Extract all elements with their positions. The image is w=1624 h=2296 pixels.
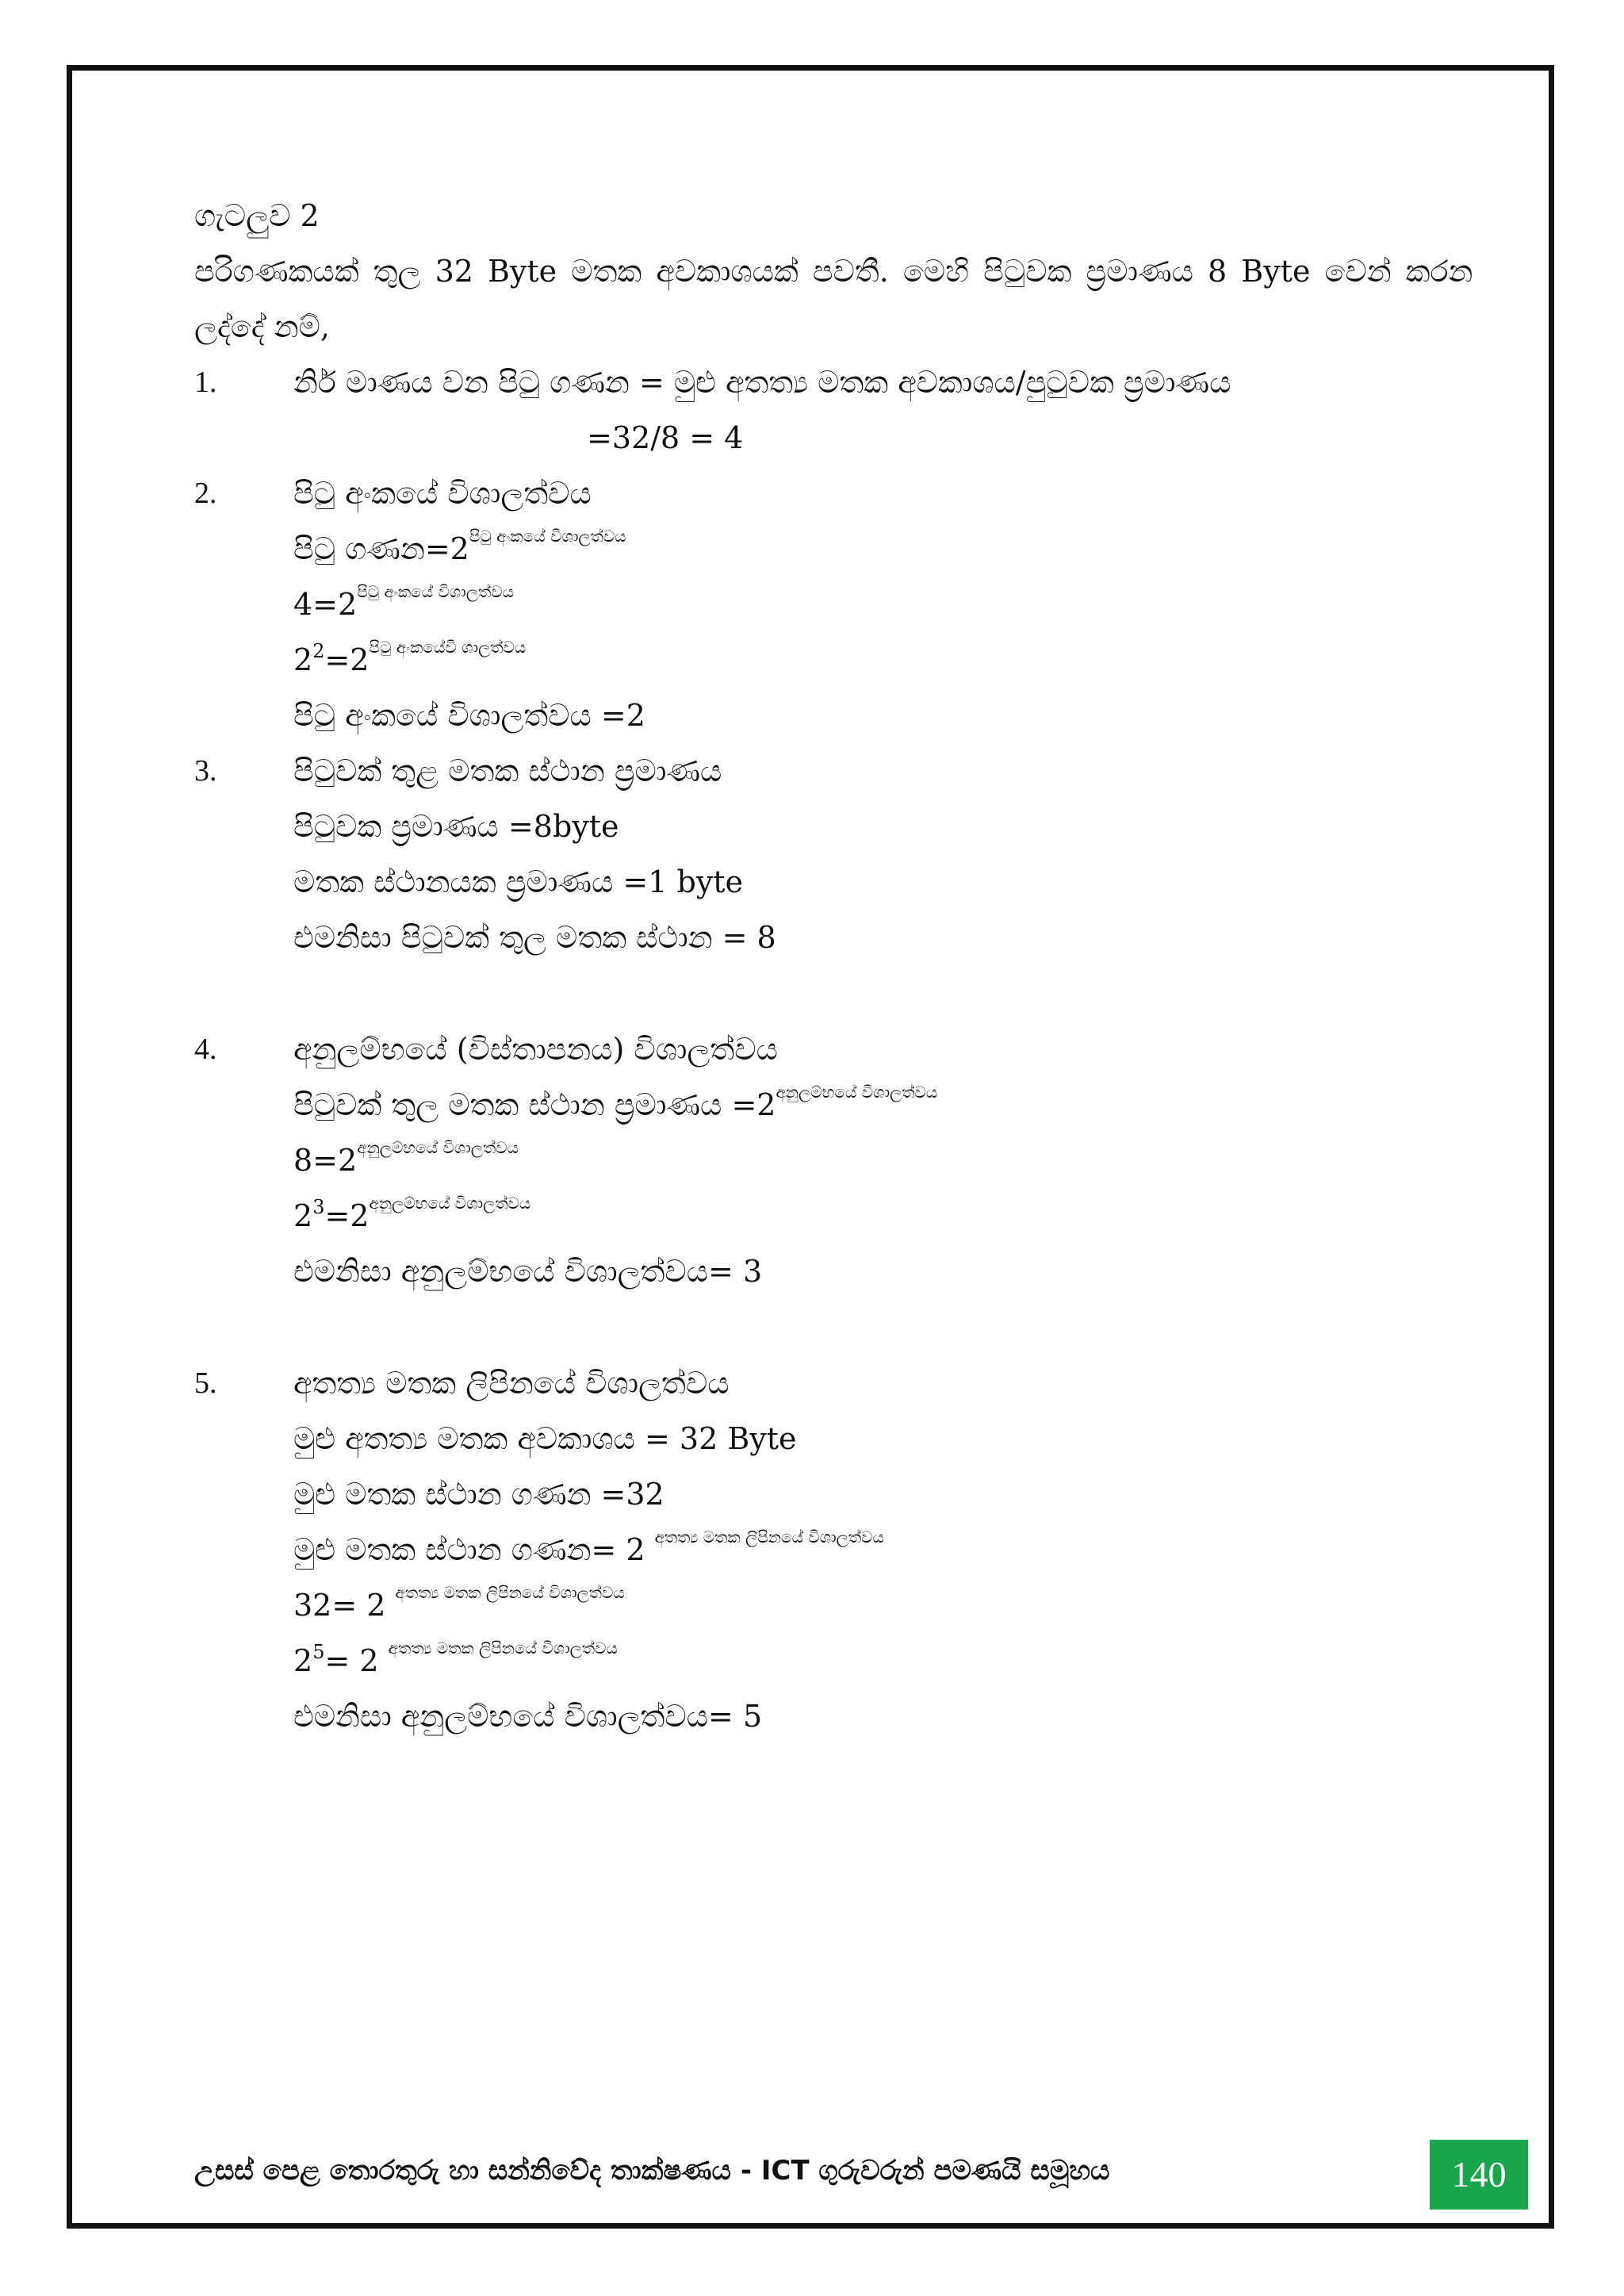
item-5-heading: අතත්‍ය මතක ලිපිනයේ විශාලත්වය	[293, 1366, 730, 1401]
item-4-line-1: පිටුවක් තුල මතක ස්ථාන ප්‍රමාණය $=2^{අනුලම්භයේ විශාලත්වය}$	[293, 1083, 938, 1122]
item-4-heading: අනුලම්භයේ (විස්තාපනය) විශාලත්වය	[293, 1032, 778, 1067]
item-5-line-1: මුළු අතත්‍ය මතක අවකාශය = 32 Byte	[293, 1421, 797, 1456]
intro-line-1: පරිගණකයක් තුල 32 Byte මතක අවකාශයක් පවතී. මෙහි පිටුවක ප්‍රමාණය 8 Byte වෙන් කරන	[194, 254, 1473, 289]
problem-title: ගැටලුව 2	[194, 198, 320, 233]
intro-line-2: ලද්දේ නම්,	[194, 309, 330, 344]
item-2-line-2: $4=2^{පිටු අංකයේ විශාලත්වය}$	[293, 582, 514, 622]
item-number-3: 3.	[194, 754, 217, 788]
item-5-line-6: එමනිසා අනුලම්භයේ විශාලත්වය= 5	[293, 1699, 763, 1734]
item-3-line-1: පිටුවක ප්‍රමාණය =8byte	[293, 809, 619, 844]
item-number-5: 5.	[194, 1366, 217, 1400]
item-5-line-2: මුළු මතක ස්ථාන ගණන =32	[293, 1477, 665, 1512]
item-4-line-3: $2^3=2^{අනුලම්භයේ විශාලත්වය}$	[293, 1194, 531, 1233]
item-5-line-4: 32= 2 $^{අතත්‍ය මතක ලිපිනයේ විශාලත්වය}$	[293, 1583, 625, 1623]
item-2-line-1: පිටු $ගණන=2^{පිටු අංකයේ විශාලත්වය}$	[293, 527, 626, 566]
item-1-heading: නිර් මාණය වන පිටු ගණන = මුළු අතත්‍ය මතක අවකාශය/පුටුවක ප්‍රමාණය	[293, 365, 1231, 400]
item-number-4: 4.	[194, 1033, 217, 1066]
item-3-line-2: මතක ස්ථානයක ප්‍රමාණය =1 byte	[293, 864, 744, 899]
item-3-heading: පිටුවක් තුළ මතක ස්ථාන ප්‍රමාණය	[293, 753, 722, 788]
item-1-calc: =32/8 = 4	[587, 420, 744, 455]
item-5-line-5: $2^5= 2$ $^{අතත්‍ය මතක ලිපිනයේ විශාලත්වය}$	[293, 1639, 618, 1678]
item-3-line-3: එමනිසා පිටුවක් තුල මතක ස්ථාන = 8	[293, 920, 776, 955]
item-5-line-3: මුළු මතක ස්ථාන ගණන= 2 $^{අතත්‍ය මතක ලිපිනයේ විශාලත්වය}$	[293, 1527, 884, 1567]
item-2-line-4: පිටු අංකයේ විශාලත්වය =2	[293, 698, 645, 733]
page-number-badge: 140	[1430, 2140, 1528, 2210]
item-4-line-4: එමනිසා අනුලම්භයේ විශාලත්වය= 3	[293, 1254, 763, 1289]
item-number-2: 2.	[194, 477, 217, 510]
footer-text: උසස් පෙළ තොරතුරු හා සන්නිවේද තාක්ෂණය - ICT ගුරුවරුන් පමණයි සමූහය	[194, 2155, 1110, 2187]
item-2-heading: පිටු අංකයේ විශාලත්වය	[293, 476, 592, 511]
item-number-1: 1.	[194, 366, 217, 399]
item-4-line-2: $8=2^{අනුලම්භයේ විශාලත්වය}$	[293, 1138, 519, 1178]
item-2-line-3: $2^2=2^{පිටු අංකයේවි ශාලත්වය}$	[293, 638, 527, 677]
